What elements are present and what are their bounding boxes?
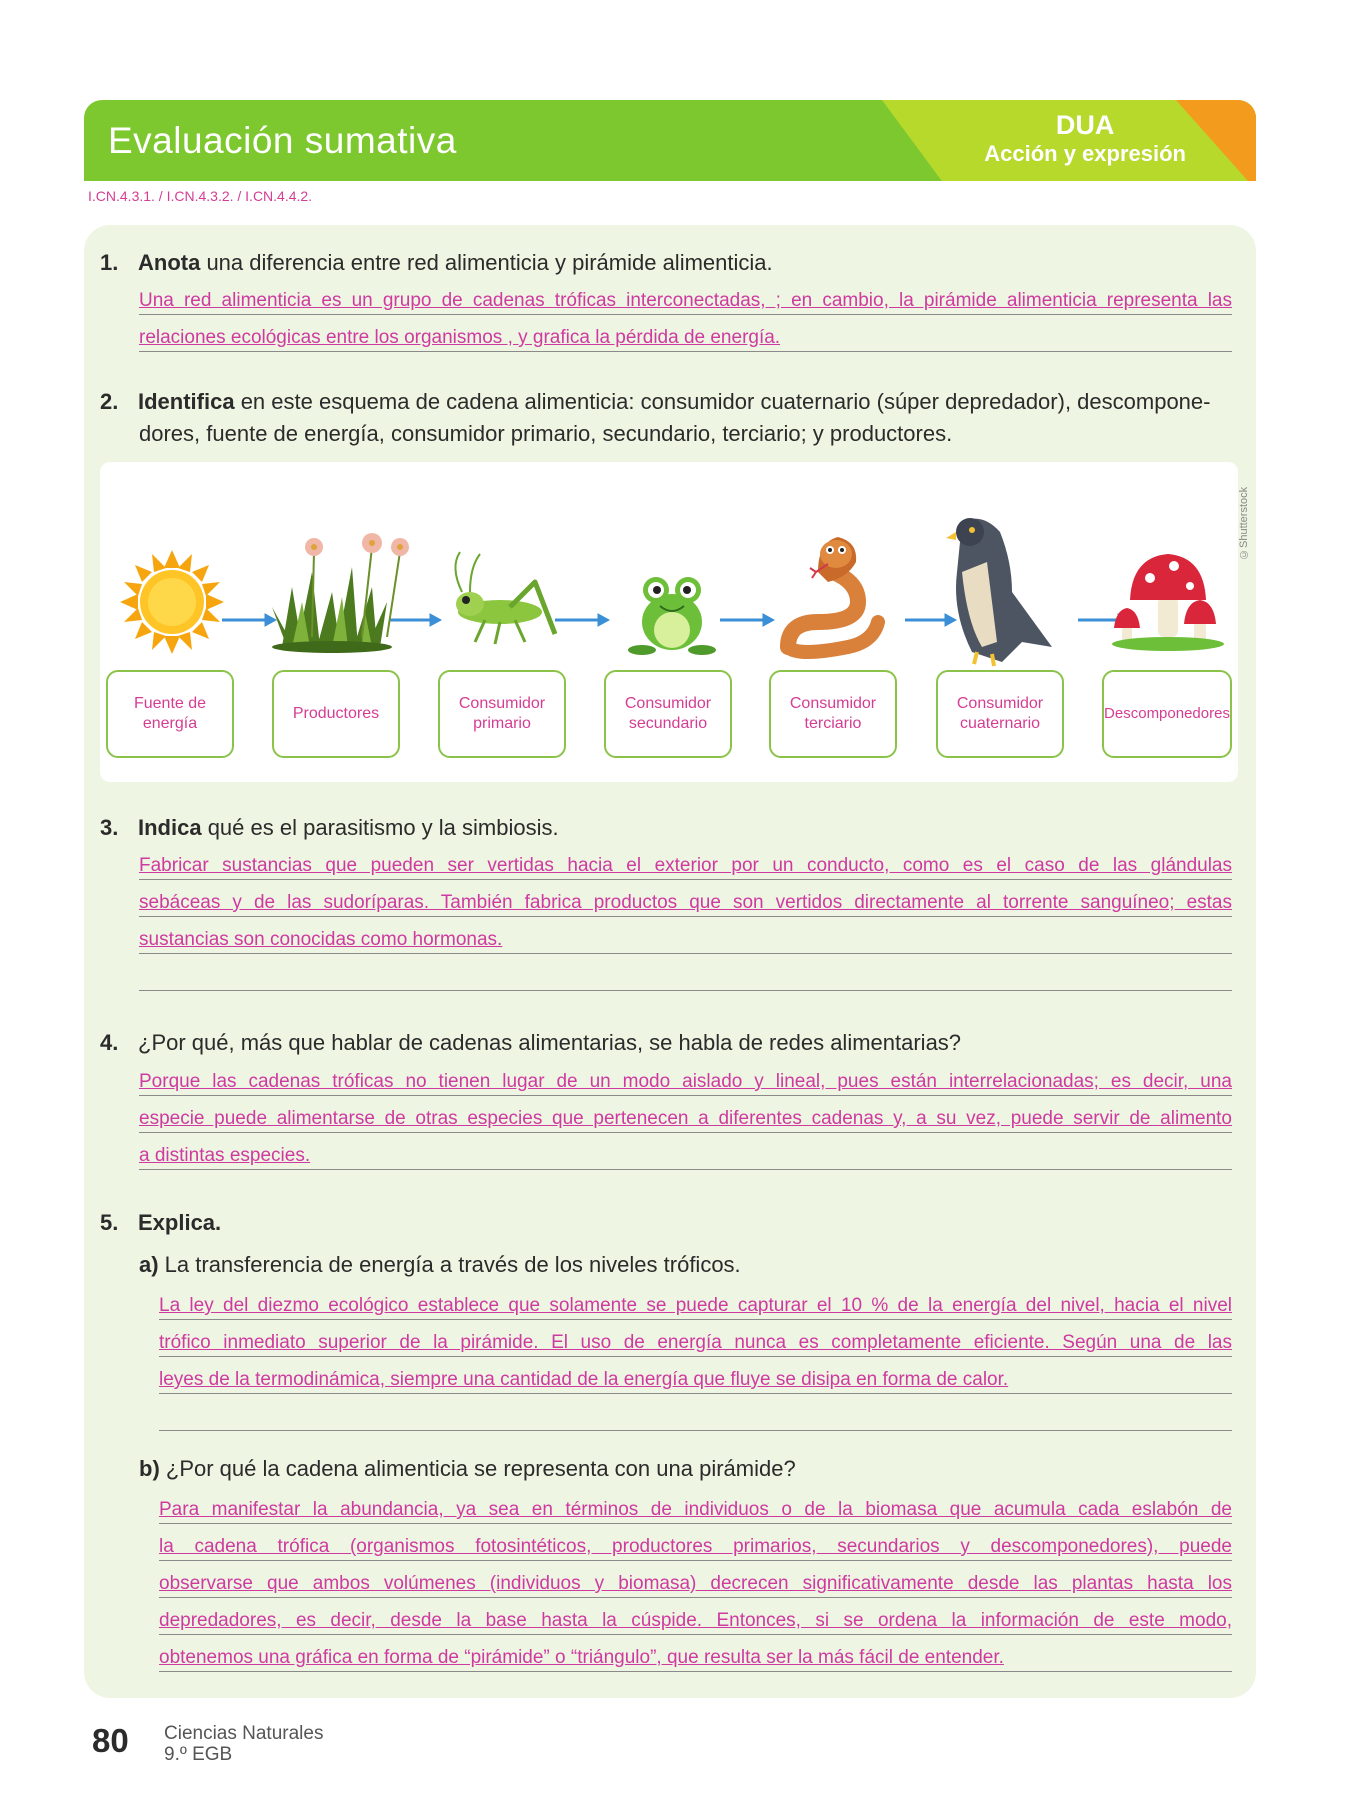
label-text: Consumidor: [458, 695, 546, 712]
label-box-energy-source[interactable]: [106, 670, 234, 758]
label-text: secundario: [628, 715, 708, 732]
label-text: Consumidor: [789, 695, 877, 712]
label-text: cuaternario: [959, 715, 1041, 732]
answer-text: sustancias son conocidas como hormonas.: [139, 929, 503, 950]
sun-icon: [120, 550, 224, 654]
question-2: [100, 386, 1210, 418]
subquestion-text: La transferencia de energía a través de los niveles tróficos.: [158, 1252, 741, 1277]
answer-text: a distintas especies.: [139, 1145, 311, 1166]
curriculum-codes: I.CN.4.3.1. / I.CN.4.3.2. / I.CN.4.4.2.: [88, 188, 313, 204]
answer-line[interactable]: [159, 1319, 1232, 1357]
question-1: [100, 247, 773, 279]
question-verb: Explica.: [138, 1210, 222, 1235]
grade-level: 9.º EGB: [164, 1744, 233, 1765]
question-number: 1.: [100, 250, 119, 275]
answer-text: relaciones ecológicas entre los organismos , y grafica la pérdida de energía.: [139, 327, 781, 348]
answer-line[interactable]: [139, 277, 1232, 315]
image-credit: ©Shutterstock: [1238, 486, 1250, 560]
answer-line[interactable]: [139, 879, 1232, 917]
label-box-tertiary-consumer[interactable]: [769, 670, 897, 758]
question-5a: [139, 1249, 741, 1281]
hawk-icon: [946, 518, 1052, 666]
label-box-primary-consumer[interactable]: [438, 670, 566, 758]
question-5b: [139, 1453, 796, 1485]
label-text: primario: [473, 715, 531, 732]
question-3: [100, 812, 559, 844]
dua-subtitle: Acción y expresión: [984, 141, 1186, 166]
plants-icon: [272, 533, 409, 653]
answer-line[interactable]: [159, 1523, 1232, 1561]
answer-line[interactable]: [159, 1560, 1232, 1598]
answer-text: especie puede alimentarse de otras especies que pertenecen a diferentes cadenas y, a su vez, puede servir de alimento: [139, 1108, 1232, 1129]
label-text: Productores: [292, 705, 380, 722]
answer-text: Porque las cadenas tróficas no tienen lugar de un modo aislado y lineal, pues están interrelacionadas; es decir, una: [139, 1071, 1232, 1092]
subquestion-letter: a): [139, 1252, 159, 1277]
answer-text: observarse que ambos volúmenes (individuos y biomasa) decrecen significativamente desde las plantas hasta los: [159, 1573, 1232, 1594]
answer-text: trófico inmediato superior de la pirámide. El uso de energía nunca es completamente eficiente. Según una de las: [159, 1332, 1232, 1353]
label-text: terciario: [804, 715, 862, 732]
page-number: 80: [92, 1722, 129, 1759]
answer-text: obtenemos una gráfica en forma de “pirámide” o “triángulo”, que resulta ser la más fácil de entender.: [159, 1647, 1004, 1668]
question-number: 4.: [100, 1030, 119, 1055]
mushroom-icon: [1112, 554, 1224, 651]
answer-line[interactable]: [159, 1393, 1232, 1431]
answer-text: Fabricar sustancias que pueden ser vertidas hacia el exterior por un conducto, como es el caso de las glándulas: [139, 855, 1232, 876]
subquestion-letter: b): [139, 1456, 160, 1481]
answer-line[interactable]: [159, 1597, 1232, 1635]
question-number: 2.: [100, 389, 119, 414]
arrow-head: [430, 614, 441, 626]
label-box-secondary-consumer[interactable]: [604, 670, 732, 758]
question-5: [100, 1207, 221, 1239]
label-text: Consumidor: [624, 695, 712, 712]
question-number: 5.: [100, 1210, 119, 1235]
label-text: energía: [142, 715, 198, 732]
arrow-head: [265, 614, 276, 626]
question-verb: Identifica: [138, 389, 235, 414]
question-text-continued: dores, fuente de energía, consumidor primario, secundario, terciario; y productores.: [139, 421, 953, 446]
question-4: [100, 1027, 961, 1059]
answer-text: leyes de la termodinámica, siempre una cantidad de la energía que fluye se disipa en forma de calor.: [159, 1369, 1009, 1390]
label-box-quaternary-consumer[interactable]: [936, 670, 1064, 758]
answer-text: La ley del diezmo ecológico establece que solamente se puede capturar el 10 % de la energía del nivel, hacia el nivel: [159, 1295, 1232, 1316]
answer-line[interactable]: [159, 1356, 1232, 1394]
question-text: ¿Por qué, más que hablar de cadenas alimentarias, se habla de redes alimentarias?: [138, 1030, 962, 1055]
answer-line[interactable]: [139, 314, 1232, 352]
snake-icon: [788, 537, 878, 652]
page-title: Evaluación sumativa: [108, 120, 457, 161]
footer-subject: [164, 1723, 323, 1765]
answer-line[interactable]: [159, 1634, 1232, 1672]
answer-line[interactable]: [139, 953, 1232, 991]
header-band: [84, 100, 1256, 181]
arrow-head: [763, 614, 774, 626]
label-text: Descomponedores: [1104, 705, 1230, 722]
question-verb: Anota: [138, 250, 201, 275]
answer-line[interactable]: [139, 916, 1232, 954]
answer-text: Una red alimenticia es un grupo de cadenas tróficas interconectadas, ; en cambio, la pirámide alimenticia representa las: [139, 290, 1232, 311]
answer-line[interactable]: [139, 842, 1232, 880]
subject-name: Ciencias Naturales: [164, 1723, 324, 1744]
answer-text: depredadores, es decir, desde la base hasta la cúspide. Entonces, si se ordena la información de este modo,: [159, 1610, 1232, 1631]
answer-text: Para manifestar la abundancia, ya sea en términos de individuos o de la biomasa que acumula cada eslabón de: [159, 1499, 1232, 1520]
frog-icon: [628, 577, 716, 655]
answer-text: sebáceas y de las sudoríparas. También fabrica productos que son vertidos directamente al torrente sanguíneo; estas: [139, 892, 1232, 913]
label-text: Consumidor: [956, 695, 1044, 712]
answer-text: la cadena trófica (organismos fotosintéticos, productores primarios, secundarios y descomponedores), puede: [159, 1536, 1232, 1557]
question-text: en este esquema de cadena alimenticia: consumidor cuaternario (súper depredador), descompone-: [234, 389, 1211, 414]
answer-line[interactable]: [139, 1058, 1232, 1096]
dua-badge: [984, 110, 1186, 168]
label-box-producers[interactable]: [272, 670, 400, 758]
question-number: 3.: [100, 815, 119, 840]
label-box-decomposers[interactable]: [1102, 670, 1232, 758]
question-text: qué es el parasitismo y la simbiosis.: [201, 815, 559, 840]
grasshopper-icon: [455, 552, 555, 644]
question-verb: Indica: [138, 815, 202, 840]
answer-line[interactable]: [139, 1132, 1232, 1170]
answer-line[interactable]: [159, 1282, 1232, 1320]
label-text: Fuente de: [133, 695, 207, 712]
dua-title: DUA: [1055, 110, 1115, 140]
arrow-head: [945, 614, 956, 626]
question-text: una diferencia entre red alimenticia y pirámide alimenticia.: [200, 250, 773, 275]
answer-line[interactable]: [139, 1095, 1232, 1133]
answer-line[interactable]: [159, 1486, 1232, 1524]
subquestion-text: ¿Por qué la cadena alimenticia se representa con una pirámide?: [159, 1456, 796, 1481]
arrow-head: [598, 614, 609, 626]
